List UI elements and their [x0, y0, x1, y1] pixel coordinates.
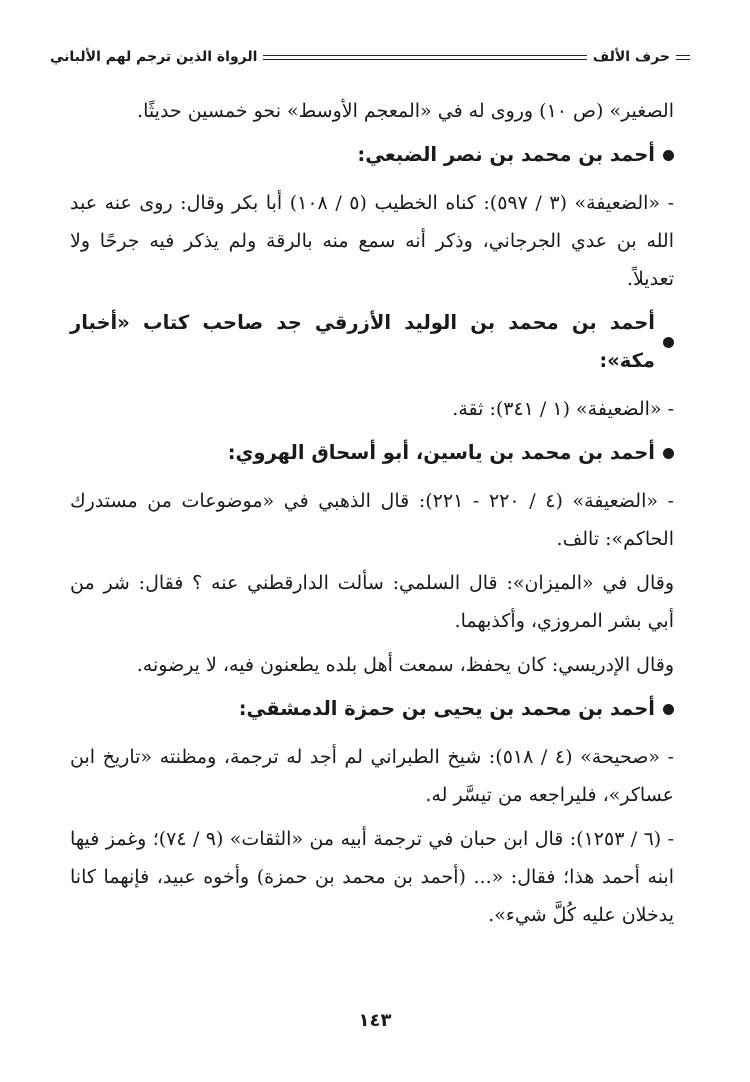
entry-heading-2: [70, 304, 674, 380]
page-body: [70, 92, 674, 940]
intro-paragraph: الصغير» (ص ١٠) وروى له في «المعجم الأوسط» نحو خمسين حديثًا.: [137, 100, 674, 122]
entry-paragraph: - «الضعيفة» (٣ / ٥٩٧): كناه الخطيب (٥ / ١٠٨) أبا بكر وقال: روى عنه عبد الله بن عدي الجرجاني، وذكر أنه سمع منه بالرقة ولم يذكر فيه جرحًا ولا تعديلاً.: [70, 192, 675, 290]
entry-paragraph: وقال في «الميزان»: قال السلمي: سألت الدارقطني عنه ؟ فقال: شر من أبي بشر المروزي، وأكذبهما.: [70, 572, 674, 632]
entry-heading-4: [70, 690, 674, 728]
book-title: الرواة الذين ترجم لهم الألباني: [50, 49, 258, 65]
entry-paragraph: - «صحيحة» (٤ / ٥١٨): شيخ الطبراني لم أجد له ترجمة، ومظنته «تاريخ ابن عساكر»، فليراجعه من تيسَّر له.: [70, 746, 675, 806]
page-number: ١٤٣: [358, 1010, 392, 1031]
entry-name: أحمد بن محمد بن يحيى بن حمزة الدمشقي:: [238, 697, 655, 720]
entry-name: أحمد بن محمد بن نصر الضبعي:: [357, 143, 655, 166]
entry-name: أحمد بن محمد بن الوليد الأزرقي جد صاحب كتاب «أخبار مكة»:: [70, 311, 655, 372]
bullet-icon: [663, 704, 674, 715]
bullet-icon: [663, 150, 674, 161]
entry-heading-3: [70, 434, 674, 472]
entry-paragraph: - «الضعيفة» (١ / ٣٤١): ثقة.: [452, 398, 674, 420]
running-head: [50, 44, 690, 70]
entry-paragraph: - (٦ / ١٢٥٣): قال ابن حبان في ترجمة أبيه من «الثقات» (٩ / ٧٤)؛ وغمز فيها ابنه أحمد هذا؛ فقال: «... (أحمد بن محمد بن حمزة) وأخوه عبيد، فإنهما كانا يدخلان عليه كُلَّ شيء».: [70, 828, 674, 926]
entry-paragraph: - «الضعيفة» (٤ / ٢٢٠ - ٢٢١): قال الذهبي في «موضوعات من مستدرك الحاكم»: تالف.: [70, 490, 675, 550]
header-rule: [263, 55, 586, 60]
entry-paragraph: وقال الإدريسي: كان يحفظ، سمعت أهل بلده يطعنون فيه، لا يرضونه.: [136, 654, 674, 676]
bullet-icon: [663, 448, 674, 459]
chapter-title: حرف الألف: [592, 49, 670, 65]
entry-heading-1: [70, 136, 674, 174]
rule-mark: [676, 55, 690, 60]
bullet-icon: [663, 337, 674, 348]
entry-name: أحمد بن محمد بن ياسين، أبو أسحاق الهروي:: [227, 441, 655, 464]
